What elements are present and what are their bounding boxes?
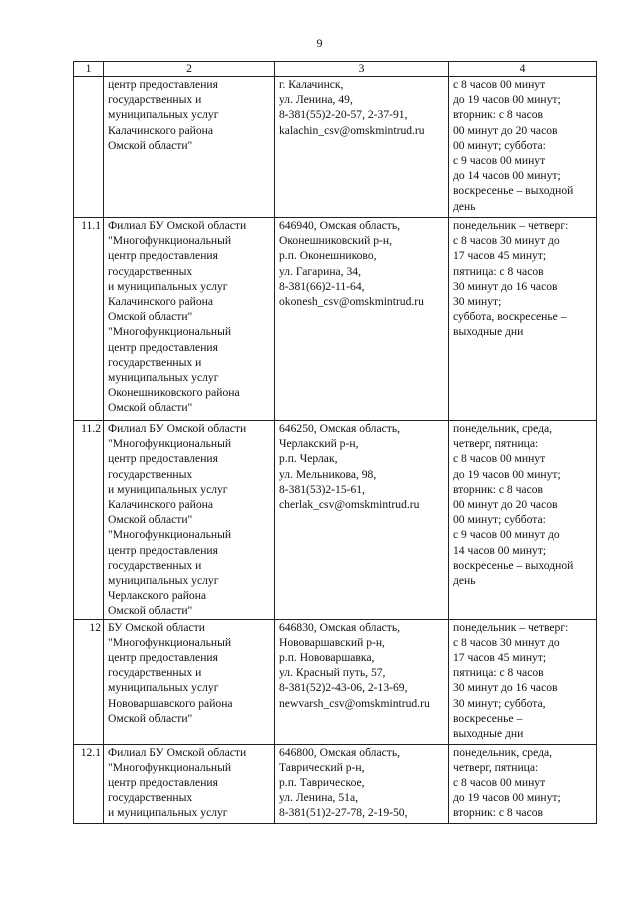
organization-name-cell bbox=[104, 77, 275, 218]
text-line: "Многофункциональный bbox=[108, 234, 232, 248]
text-line: центр предоставления bbox=[108, 340, 218, 354]
text-line: 00 минут; суббота: bbox=[453, 513, 546, 527]
text-line: 8-381(53)2-15-61, bbox=[279, 482, 365, 496]
text-line: государственных и bbox=[108, 558, 202, 572]
text-line: муниципальных услуг bbox=[108, 574, 219, 588]
text-line: с 8 часов 00 минут bbox=[453, 78, 546, 91]
text-line: ул. Ленина, 51а, bbox=[279, 791, 358, 805]
text-line: "Многофункциональный bbox=[108, 760, 232, 774]
text-line: воскресенье – bbox=[453, 711, 523, 725]
text-line: с 8 часов 00 минут bbox=[453, 776, 546, 790]
text-line: Нововаршавский р-н, bbox=[279, 635, 385, 649]
working-hours-cell bbox=[449, 421, 597, 620]
row-number-cell: 11.2 bbox=[74, 421, 104, 620]
text-line: 8-381(52)2-43-06, 2-13-69, bbox=[279, 681, 408, 695]
text-line: р.п. Оконешниково, bbox=[279, 249, 377, 263]
text-line: с 9 часов 00 минут до bbox=[453, 528, 560, 542]
text-line: государственных bbox=[108, 467, 193, 481]
text-line: выходные дни bbox=[453, 727, 524, 741]
address-contacts-cell bbox=[275, 744, 449, 823]
text-line: 8-381(55)2-20-57, 2-37-91, bbox=[279, 108, 408, 122]
text-line: ул. Гагарина, 34, bbox=[279, 264, 361, 278]
scan-mark: . bbox=[437, 70, 439, 79]
row-number-cell: 12 bbox=[74, 619, 104, 744]
text-line: государственных bbox=[108, 791, 193, 805]
header-row bbox=[74, 62, 597, 77]
table-row bbox=[74, 744, 597, 823]
text-line: ул. Красный путь, 57, bbox=[279, 666, 386, 680]
text-line: день bbox=[453, 574, 476, 588]
text-line: 8-381(66)2-11-64, bbox=[279, 279, 365, 293]
text-line: и муниципальных услуг bbox=[108, 279, 228, 293]
text-line: суббота, воскресенье – bbox=[453, 310, 567, 324]
text-line: государственных bbox=[108, 264, 193, 278]
text-line: с 8 часов 30 минут до bbox=[453, 234, 560, 248]
text-line: понедельник – четверг: bbox=[453, 219, 569, 232]
text-line: до 19 часов 00 минут; bbox=[453, 791, 561, 805]
text-line: Оконешниковский р-н, bbox=[279, 234, 392, 248]
table-row bbox=[74, 77, 597, 218]
organization-name-cell bbox=[104, 218, 275, 421]
text-line: 30 минут до 16 часов bbox=[453, 681, 558, 695]
address-contacts-cell bbox=[275, 619, 449, 744]
text-line: 30 минут; суббота, bbox=[453, 696, 546, 710]
services-table bbox=[73, 61, 597, 824]
text-line: БУ Омской области bbox=[108, 620, 205, 634]
header-col-2: 2 bbox=[104, 62, 275, 77]
text-line: newvarsh_csv@omskmintrud.ru bbox=[279, 696, 430, 710]
text-line: муниципальных услуг bbox=[108, 371, 219, 385]
header-col-3: 3 bbox=[275, 62, 449, 77]
text-line: понедельник, среда, bbox=[453, 745, 553, 759]
text-line: Омской области" bbox=[108, 401, 193, 415]
row-number-cell bbox=[74, 77, 104, 218]
text-line: cherlak_csv@omskmintrud.ru bbox=[279, 498, 420, 512]
text-line: государственных и bbox=[108, 93, 202, 107]
text-line: воскресенье – выходной bbox=[453, 184, 574, 198]
organization-name-cell bbox=[104, 421, 275, 620]
text-line: вторник: с 8 часов bbox=[453, 482, 543, 496]
header-col-1: 1 bbox=[74, 62, 104, 77]
table-row bbox=[74, 218, 597, 421]
text-line: 00 минут; суббота: bbox=[453, 138, 546, 152]
text-line: воскресенье – выходной bbox=[453, 558, 574, 572]
text-line: г. Калачинск, bbox=[279, 78, 344, 91]
text-line: ул. Мельникова, 98, bbox=[279, 467, 377, 481]
text-line: с 8 часов 00 минут bbox=[453, 452, 546, 466]
text-line: "Многофункциональный bbox=[108, 635, 232, 649]
text-line: муниципальных услуг bbox=[108, 681, 219, 695]
text-line: 14 часов 00 минут; bbox=[453, 543, 547, 557]
text-line: 17 часов 45 минут; bbox=[453, 249, 547, 263]
text-line: 00 минут до 20 часов bbox=[453, 498, 558, 512]
text-line: р.п. Нововаршавка, bbox=[279, 651, 375, 665]
text-line: центр предоставления bbox=[108, 651, 218, 665]
text-line: 646800, Омская область, bbox=[279, 745, 401, 759]
text-line: центр предоставления bbox=[108, 78, 218, 91]
text-line: с 9 часов 00 минут bbox=[453, 154, 546, 168]
text-line: вторник: с 8 часов bbox=[453, 806, 543, 820]
text-line: Черлакского района bbox=[108, 589, 207, 603]
address-contacts-cell bbox=[275, 218, 449, 421]
text-line: 17 часов 45 минут; bbox=[453, 651, 547, 665]
text-line: 30 минут до 16 часов bbox=[453, 279, 558, 293]
text-line: kalachin_csv@omskmintrud.ru bbox=[279, 123, 425, 137]
text-line: выходные дни bbox=[453, 325, 524, 339]
text-line: Филиал БУ Омской области bbox=[108, 422, 247, 435]
text-line: четверг, пятница: bbox=[453, 760, 539, 774]
text-line: государственных и bbox=[108, 666, 202, 680]
text-line: Филиал БУ Омской области bbox=[108, 219, 247, 232]
text-line: Калачинского района bbox=[108, 295, 213, 309]
text-line: Омской области" bbox=[108, 711, 193, 725]
text-line: день bbox=[453, 199, 476, 213]
text-line: р.п. Таврическое, bbox=[279, 776, 365, 790]
text-line: и муниципальных услуг bbox=[108, 482, 228, 496]
text-line: р.п. Черлак, bbox=[279, 452, 338, 466]
text-line: "Многофункциональный bbox=[108, 528, 232, 542]
text-line: центр предоставления bbox=[108, 776, 218, 790]
text-line: четверг, пятница: bbox=[453, 437, 539, 451]
working-hours-cell bbox=[449, 77, 597, 218]
row-number-cell: 11.1 bbox=[74, 218, 104, 421]
text-line: центр предоставления bbox=[108, 452, 218, 466]
text-line: 8-381(51)2-27-78, 2-19-50, bbox=[279, 806, 408, 820]
text-line: "Многофункциональный bbox=[108, 437, 232, 451]
row-number-cell: 12.1 bbox=[74, 744, 104, 823]
text-line: государственных и bbox=[108, 355, 202, 369]
text-line: пятница: с 8 часов bbox=[453, 666, 544, 680]
organization-name-cell bbox=[104, 744, 275, 823]
working-hours-cell bbox=[449, 619, 597, 744]
text-line: 646940, Омская область, bbox=[279, 219, 401, 232]
organization-name-cell bbox=[104, 619, 275, 744]
text-line: 646830, Омская область, bbox=[279, 620, 401, 634]
table-row bbox=[74, 619, 597, 744]
text-line: Омской области" bbox=[108, 138, 193, 152]
text-line: 00 минут до 20 часов bbox=[453, 123, 558, 137]
text-line: до 19 часов 00 минут; bbox=[453, 93, 561, 107]
text-line: Омской области" bbox=[108, 513, 193, 527]
text-line: центр предоставления bbox=[108, 543, 218, 557]
text-line: центр предоставления bbox=[108, 249, 218, 263]
text-line: муниципальных услуг bbox=[108, 108, 219, 122]
text-line: 646250, Омская область, bbox=[279, 422, 401, 435]
page-number: 9 bbox=[316, 36, 323, 50]
text-line: Оконешниковского района bbox=[108, 386, 240, 400]
text-line: 30 минут; bbox=[453, 295, 502, 309]
address-contacts-cell bbox=[275, 421, 449, 620]
working-hours-cell bbox=[449, 218, 597, 421]
text-line: Калачинского района bbox=[108, 123, 213, 137]
address-contacts-cell bbox=[275, 77, 449, 218]
text-line: вторник: с 8 часов bbox=[453, 108, 543, 122]
text-line: Омской области" bbox=[108, 310, 193, 324]
header-col-4: 4 bbox=[449, 62, 597, 77]
text-line: Черлакский р-н, bbox=[279, 437, 359, 451]
text-line: понедельник, среда, bbox=[453, 422, 553, 435]
text-line: понедельник – четверг: bbox=[453, 620, 569, 634]
working-hours-cell bbox=[449, 744, 597, 823]
text-line: Филиал БУ Омской области bbox=[108, 745, 247, 759]
text-line: okonesh_csv@omskmintrud.ru bbox=[279, 295, 424, 309]
text-line: "Многофункциональный bbox=[108, 325, 232, 339]
text-line: до 19 часов 00 минут; bbox=[453, 467, 561, 481]
text-line: пятница: с 8 часов bbox=[453, 264, 544, 278]
text-line: и муниципальных услуг bbox=[108, 806, 228, 820]
text-line: ул. Ленина, 49, bbox=[279, 93, 353, 107]
text-line: с 8 часов 30 минут до bbox=[453, 635, 560, 649]
text-line: Омской области" bbox=[108, 604, 193, 618]
text-line: Калачинского района bbox=[108, 498, 213, 512]
table-row bbox=[74, 421, 597, 620]
text-line: до 14 часов 00 минут; bbox=[453, 169, 561, 183]
text-line: Таврический р-н, bbox=[279, 760, 365, 774]
text-line: Нововаршавского района bbox=[108, 696, 233, 710]
